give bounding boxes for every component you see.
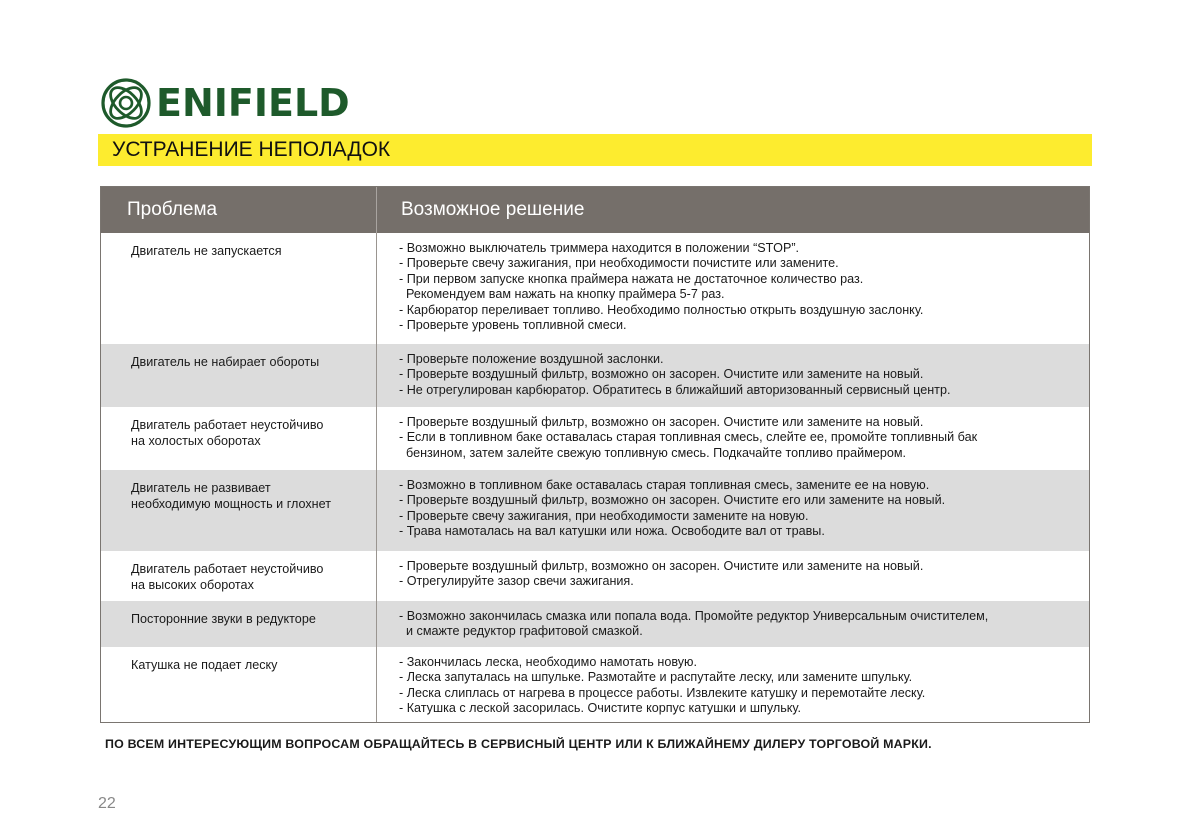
solution-line: - Карбюратор переливает топливо. Необходимо полностью открыть воздушную заслонку.: [399, 302, 924, 317]
solution-line: - Катушка с леской засорилась. Очистите корпус катушки и шпульку.: [399, 701, 801, 716]
problem-text: необходимую мощность и глохнет: [131, 497, 331, 511]
table-row: [101, 601, 1089, 647]
solution-line: - Проверьте воздушный фильтр, возможно он засорен. Очистите или замените на новый.: [399, 415, 924, 429]
table-row: [101, 407, 1089, 470]
problem-cell: [101, 601, 377, 647]
header-problem-cell: [101, 187, 377, 233]
solution-line: - Проверьте свечу зажигания, при необходимости замените на новую.: [399, 508, 809, 523]
table-header: [101, 187, 1089, 233]
enifield-emblem-icon: [100, 77, 152, 129]
problem-text: на высоких оборотах: [131, 578, 254, 592]
solution-line: - Трава намоталась на вал катушки или ножа. Освободите вал от травы.: [399, 524, 825, 539]
troubleshooting-table: [100, 186, 1090, 723]
brand-name: ENIFIELD: [156, 81, 350, 125]
problem-cell: [101, 233, 377, 344]
problem-text: на холостых оборотах: [131, 434, 261, 448]
problem-text: Двигатель работает неустойчиво: [131, 418, 324, 432]
solution-line: - Закончилась леска, необходимо намотать новую.: [399, 655, 697, 669]
problem-cell: [101, 407, 377, 470]
section-title: УСТРАНЕНИЕ НЕПОЛАДОК: [112, 138, 391, 161]
solution-cell: [377, 647, 1089, 722]
solution-cell: [377, 344, 1089, 407]
solution-line: бензином, затем залейте свежую топливную смесь. Подкачайте топливо праймером.: [399, 445, 907, 460]
table-row: [101, 647, 1089, 722]
solution-line: и смажте редуктор графитовой смазкой.: [399, 624, 643, 639]
problem-text: Двигатель не развивает: [131, 481, 271, 495]
problem-text: Двигатель работает неустойчиво: [131, 562, 324, 576]
solution-line: - Проверьте свечу зажигания, при необходимости почистите или замените.: [399, 256, 839, 271]
brand-logo: [100, 74, 350, 132]
solution-line: - Проверьте воздушный фильтр, возможно он засорен. Очистите или замените на новый.: [399, 367, 924, 382]
solution-line: Рекомендуем вам нажать на кнопку праймера 5-7 раз.: [399, 287, 725, 302]
solution-line: - Леска запуталась на шпульке. Размотайте и распутайте леску, или замените шпульку.: [399, 670, 913, 685]
solution-line: - Возможно закончилась смазка или попала вода. Промойте редуктор Универсальным очистителем,: [399, 609, 989, 623]
problem-cell: [101, 551, 377, 601]
problem-text: Двигатель не набирает обороты: [131, 355, 320, 369]
problem-text: Двигатель не запускается: [131, 244, 282, 258]
table-row: [101, 470, 1089, 551]
table-row: [101, 551, 1089, 601]
solution-line: - Проверьте воздушный фильтр, возможно он засорен. Очистите его или замените на новый.: [399, 493, 946, 508]
problem-text: Посторонние звуки в редукторе: [131, 612, 316, 626]
service-note: ПО ВСЕМ ИНТЕРЕСУЮЩИМ ВОПРОСАМ ОБРАЩАЙТЕСЬ В СЕРВИСНЫЙ ЦЕНТР ИЛИ К БЛИЖАЙНЕМУ ДИЛЕРУ ТОРГОВОЙ МАРКИ.: [105, 737, 932, 751]
solution-line: - Возможно в топливном баке оставалась старая топливная смесь, замените ее на новую.: [399, 478, 930, 492]
header-solution: Возможное решение: [401, 199, 585, 220]
table-row: [101, 233, 1089, 344]
problem-cell: [101, 647, 377, 722]
solution-line: - Не отрегулирован карбюратор. Обратитесь в ближайший авторизованный сервисный центр.: [399, 382, 951, 397]
solution-line: - Проверьте положение воздушной заслонки.: [399, 352, 664, 366]
solution-cell: [377, 407, 1089, 470]
section-title-banner: [98, 134, 1092, 166]
header-problem: Проблема: [127, 199, 218, 220]
solution-line: - Возможно выключатель триммера находится в положении “STOP”.: [399, 241, 800, 255]
problem-cell: [101, 470, 377, 551]
page-number: 22: [98, 795, 116, 812]
solution-cell: [377, 470, 1089, 551]
solution-cell: [377, 601, 1089, 647]
solution-cell: [377, 551, 1089, 601]
header-solution-cell: [377, 187, 1089, 233]
solution-line: - Проверьте воздушный фильтр, возможно он засорен. Очистите или замените на новый.: [399, 559, 924, 573]
solution-line: - При первом запуске кнопка праймера нажата не достаточное количество раз.: [399, 271, 864, 286]
table-body: [101, 233, 1089, 722]
problem-text: Катушка не подает леску: [131, 658, 278, 672]
solution-line: - Леска слиплась от нагрева в процессе работы. Извлеките катушку и перемотайте леску.: [399, 685, 926, 700]
solution-line: - Проверьте уровень топливной смеси.: [399, 318, 627, 333]
table-row: [101, 344, 1089, 407]
solution-line: - Если в топливном баке оставалась старая топливная смесь, слейте ее, промойте топливный бак: [399, 430, 978, 445]
solution-line: - Отрегулируйте зазор свечи зажигания.: [399, 574, 634, 589]
problem-cell: [101, 344, 377, 407]
solution-cell: [377, 233, 1089, 344]
